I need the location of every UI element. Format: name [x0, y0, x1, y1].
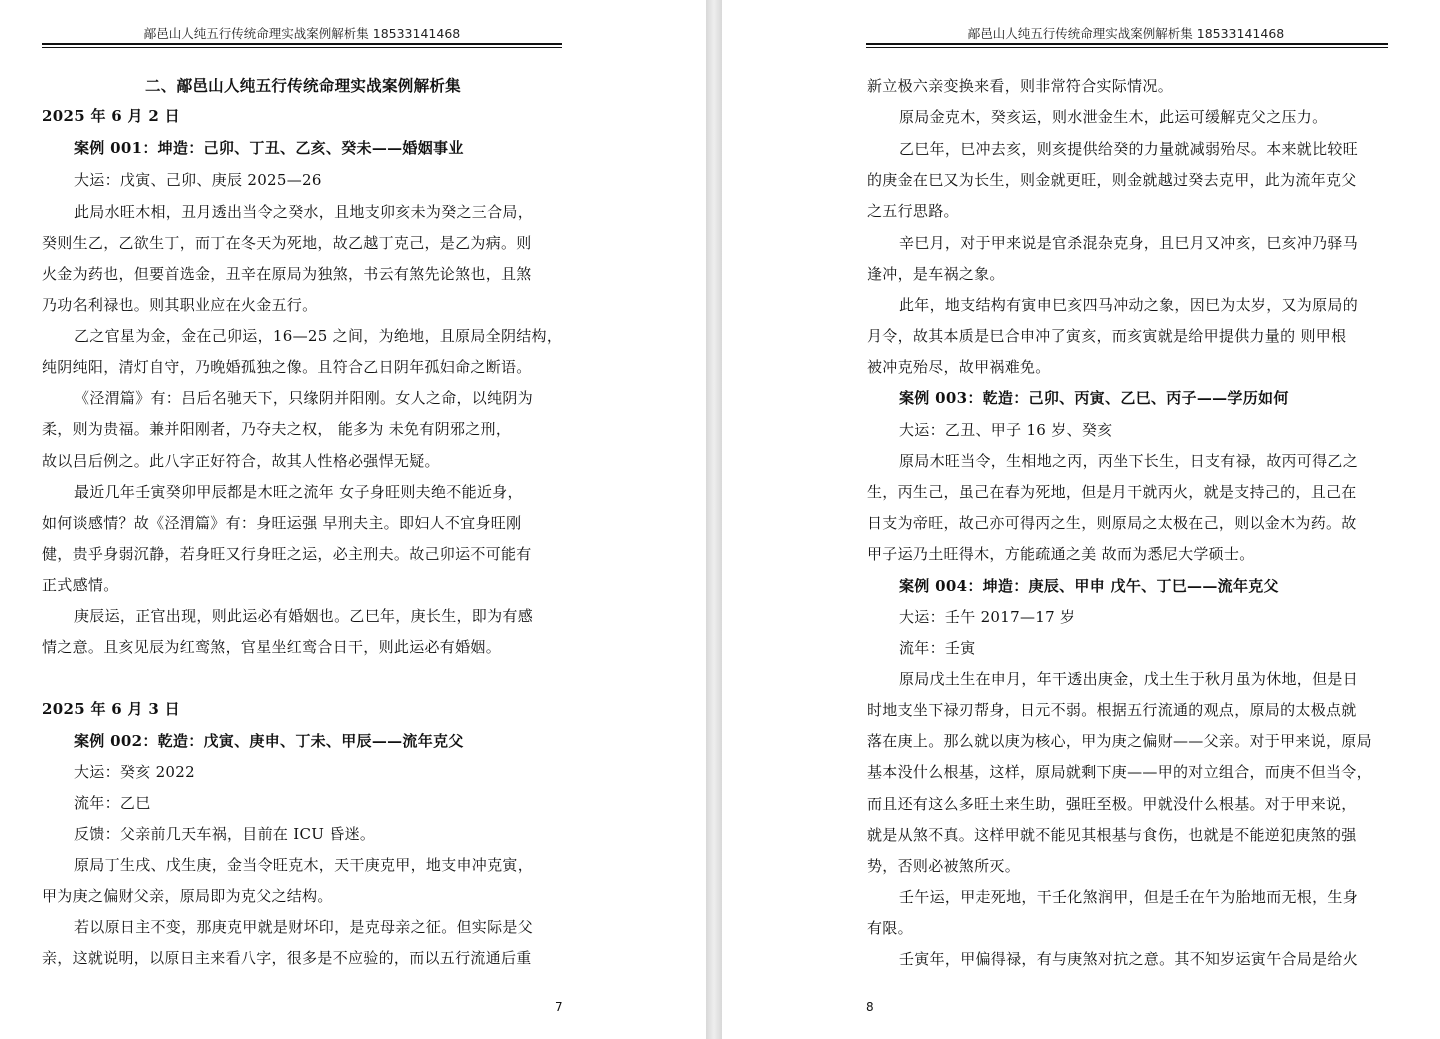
text-line: 的庚金在巳又为长生，则金就更旺，则金就越过癸去克甲，此为流年克父 — [867, 171, 1357, 189]
page-number: 8 — [866, 1000, 874, 1014]
text-line: 逢冲，是车祸之象。 — [867, 265, 1005, 283]
case-heading: 案例 001：坤造：己卯、丁丑、乙亥、癸未——婚姻事业 — [74, 139, 464, 157]
text-line: 就是从煞不真。这样甲就不能见其根基与食伤，也就是不能逆犯庚煞的强 — [867, 826, 1357, 844]
text-line: 原局戊土生在申月，年干透出庚金，戊土生于秋月虽为休地，但是日 — [899, 670, 1359, 688]
date-heading: 2025 年 6 月 3 日 — [42, 700, 180, 718]
header-rule-thin — [42, 47, 562, 48]
text-line: 亲，这就说明，以原日主来看八字，很多是不应验的，而以五行流通后重 — [42, 949, 532, 967]
text-line: 原局金克木，癸亥运，则水泄金生木，此运可缓解克父之压力。 — [899, 108, 1328, 126]
text-line: 流年：乙巳 — [74, 794, 151, 812]
header-rule-thick — [42, 43, 562, 45]
text-line: 日支为帝旺，故己亦可得丙之生，则原局之太极在己，则以金木为药。故 — [867, 514, 1357, 532]
text-line: 之五行思路。 — [867, 202, 959, 220]
case-heading: 案例 003：乾造：己卯、丙寅、乙巳、丙子——学历如何 — [899, 389, 1289, 407]
header-rule-thin — [866, 47, 1388, 48]
header-rule-thick — [866, 43, 1388, 45]
text-line: 势，否则必被煞所灭。 — [867, 857, 1021, 875]
text-line: 甲子运乃土旺得木，方能疏通之美 故而为悉尼大学硕士。 — [867, 545, 1255, 563]
text-line: 大运：癸亥 2022 — [74, 763, 195, 781]
text-line: 乙巳年，巳冲去亥，则亥提供给癸的力量就减弱殆尽。本来就比较旺 — [899, 140, 1359, 158]
text-line: 原局木旺当令，生相地之丙，丙坐下长生，日支有禄，故丙可得乙之 — [899, 452, 1359, 470]
text-line: 庚辰运，正官出现，则此运必有婚姻也。乙巳年，庚长生，即为有感 — [74, 607, 534, 625]
text-line: 正式感情。 — [42, 576, 119, 594]
text-line: 最近几年壬寅癸卯甲辰都是木旺之流年 女子身旺则夫绝不能近身， — [74, 483, 523, 501]
document-page-right — [722, 0, 1440, 1039]
date-heading: 2025 年 6 月 2 日 — [42, 107, 180, 125]
case-heading: 案例 004：坤造：庚辰、甲申 戊午、丁巳——流年克父 — [899, 577, 1279, 595]
text-line: 生，丙生己，虽己在春为死地，但是月干就丙火，就是支持己的，且己在 — [867, 483, 1357, 501]
text-line: 若以原日主不变，那庚克甲就是财坏印，是克母亲之征。但实际是父 — [74, 918, 534, 936]
text-line: 甲为庚之偏财父亲，原局即为克父之结构。 — [42, 887, 333, 905]
text-line: 壬寅年，甲偏得禄，有与庚煞对抗之意。其不知岁运寅午合局是给火 — [899, 950, 1359, 968]
text-line: 大运：乙丑、甲子 16 岁、癸亥 — [899, 421, 1113, 439]
text-line: 《泾渭篇》有：吕后名驰天下，只缘阴并阳刚。女人之命，以纯阴为 — [74, 389, 534, 407]
text-line: 火金为药也，但要首选金，丑辛在原局为独煞，书云有煞先论煞也，且煞 — [42, 265, 532, 283]
case-heading: 案例 002：乾造：戊寅、庚申、丁未、甲辰——流年克父 — [74, 732, 464, 750]
text-line: 此年，地支结构有寅申巳亥四马冲动之象，因巳为太岁，又为原局的 — [899, 296, 1359, 314]
text-line: 月令，故其本质是巳合申冲了寅亥，而亥寅就是给甲提供力量的 则甲根 — [867, 327, 1347, 345]
text-line: 如何谈感情？故《泾渭篇》有：身旺运强 早刑夫主。即妇人不宜身旺刚 — [42, 514, 522, 532]
text-line: 乙之官星为金，金在己卯运，16—25 之间，为绝地，且原局全阴结构， — [74, 327, 563, 345]
text-line: 此局水旺木相，丑月透出当令之癸水，且地支卯亥未为癸之三合局， — [74, 203, 534, 221]
text-line: 新立极六亲变换来看，则非常符合实际情况。 — [867, 77, 1174, 95]
text-line: 纯阴纯阳，清灯自守，乃晚婚孤独之像。且符合乙日阴年孤妇命之断语。 — [42, 358, 532, 376]
text-line: 落在庚上。那么就以庚为核心，甲为庚之偏财——父亲。对于甲来说，原局 — [867, 732, 1372, 750]
text-line: 流年：壬寅 — [899, 639, 976, 657]
text-line: 基本没什么根基，这样，原局就剩下庚——甲的对立组合，而庚不但当令， — [867, 763, 1372, 781]
text-line: 故以吕后例之。此八字正好符合，故其人性格必强悍无疑。 — [42, 452, 440, 470]
page-header: 鄗邑山人纯五行传统命理实战案例解析集 18533141468 — [967, 26, 1285, 41]
text-line: 情之意。且亥见辰为红鸾煞，官星坐红鸾合日干，则此运必有婚姻。 — [42, 638, 502, 656]
text-line: 壬午运，甲走死地，干壬化煞润甲，但是壬在午为胎地而无根，生身 — [899, 888, 1359, 906]
text-line: 原局丁生戌、戊生庚，金当令旺克木，天干庚克甲，地支申冲克寅， — [74, 856, 534, 874]
text-line: 而且还有这么多旺土来生助，强旺至极。甲就没什么根基。对于甲来说， — [867, 795, 1357, 813]
document-page-left — [0, 0, 706, 1039]
text-line: 乃功名利禄也。则其职业应在火金五行。 — [42, 296, 318, 314]
page-header: 鄗邑山人纯五行传统命理实战案例解析集 18533141468 — [143, 26, 461, 41]
text-line: 有限。 — [867, 919, 913, 937]
text-line: 反馈：父亲前几天车祸，目前在 ICU 昏迷。 — [74, 825, 376, 843]
text-line: 健，贵乎身弱沉静，若身旺又行身旺之运，必主刑夫。故己卯运不可能有 — [42, 545, 532, 563]
text-line: 大运：壬午 2017—17 岁 — [899, 608, 1076, 626]
text-line: 被冲克殆尽，故甲祸难免。 — [867, 358, 1051, 376]
page-number: 7 — [555, 1000, 563, 1014]
text-line: 大运：戊寅、己卯、庚辰 2025—26 — [74, 171, 322, 189]
text-line: 癸则生乙，乙欲生丁，而丁在冬天为死地，故乙越丁克己，是乙为病。则 — [42, 234, 532, 252]
text-line: 辛巳月，对于甲来说是官杀混杂克身，且巳月又冲亥，巳亥冲乃驿马 — [899, 234, 1359, 252]
text-line: 时地支坐下禄刃帮身，日元不弱。根据五行流通的观点，原局的太极点就 — [867, 701, 1357, 719]
page-gutter — [706, 0, 722, 1039]
section-title: 二、鄗邑山人纯五行传统命理实战案例解析集 — [144, 76, 461, 95]
text-line: 柔，则为贵福。兼并阳刚者，乃夺夫之权， 能多为 未免有阴邪之刑， — [42, 420, 512, 438]
